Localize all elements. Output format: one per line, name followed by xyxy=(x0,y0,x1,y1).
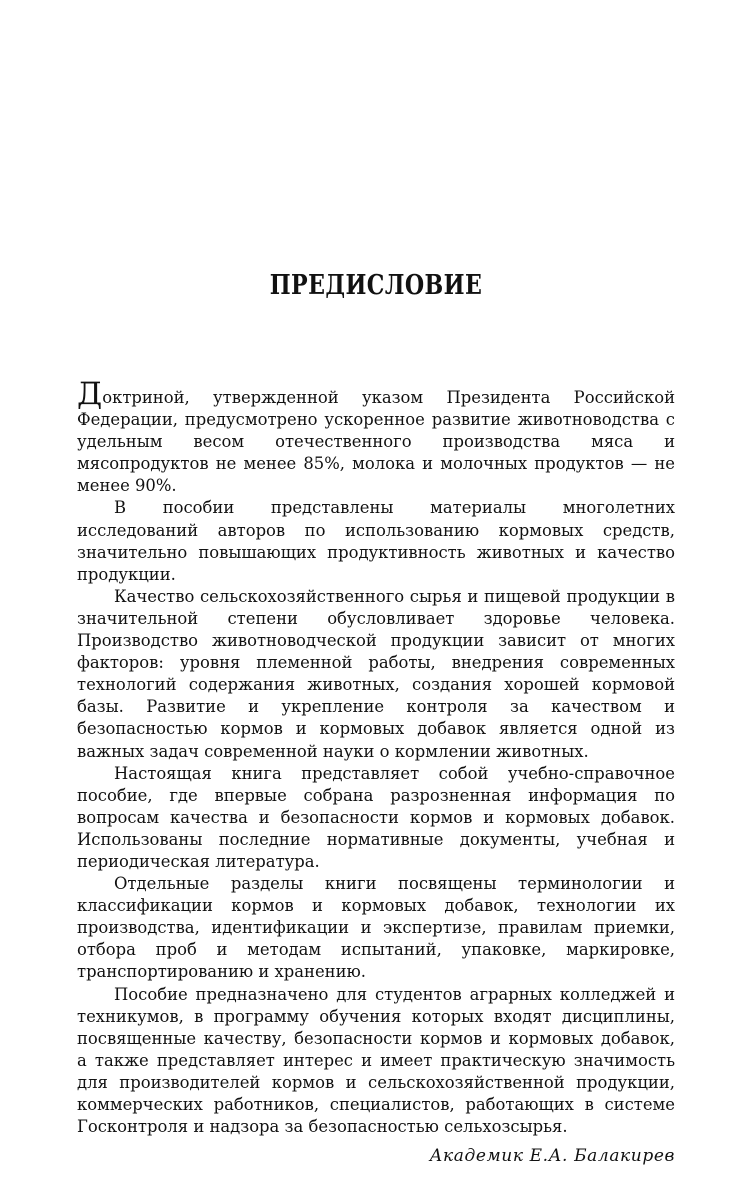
paragraph-1-text: октриной, утвержденной указом Президента Российской Федерации, предусмотрено ускоренное развитие животноводства с удельным весом отечественного производства мяса и мясопродуктов не менее 85%, молока и молочных продуктов — не менее 90%. xyxy=(77,388,675,496)
paragraph-4: Настоящая книга представляет собой учебно-справочное пособие, где впервые собрана разрозненная информация по вопросам качества и безопасности кормов и кормовых добавок. Использованы последние нормативные документы, учебная и периодическая литература. xyxy=(77,763,675,871)
author-signature: Академик Е.А. Балакирев xyxy=(429,1146,675,1167)
paragraph-2: В пособии представлены материалы многолетних исследований авторов по использованию кормовых средств, значительно повышающих продуктивность животных и качество продукции. xyxy=(77,498,675,584)
page-title: ПРЕДИСЛОВИЕ xyxy=(269,270,483,301)
paragraph-5: Отдельные разделы книги посвящены терминологии и классификации кормов и кормовых добавок, технологии их производства, идентификации и экспертизе, правилам приемки, отбора проб и методам испытаний, упаковке, маркировке, транспортированию и хранению. xyxy=(77,874,675,982)
book-page xyxy=(77,0,675,1182)
drop-cap: Д xyxy=(77,376,103,412)
paragraph-3: Качество сельскохозяйственного сырья и пищевой продукции в значительной степени обусловливает здоровье человека. Производство животноводческой продукции зависит от многих факторов: уровня племенной работы, внедрения современных технологий содержания животных, создания хорошей кормовой базы. Развитие и укрепление контроля за качеством и безопасностью кормов и кормовых добавок является одной из важных задач современной науки о кормлении животных. xyxy=(77,586,675,761)
paragraph-1 xyxy=(77,376,675,497)
paragraph-6: Пособие предназначено для студентов аграрных колледжей и техникумов, в программу обучения которых входят дисциплины, посвященные качеству, безопасности кормов и кормовых добавок, а также представляет интерес и имеет практическую значимость для производителей кормов и сельскохозяйственной продукции, коммерческих работников, специалистов, работающих в системе Госконтроля и надзора за безопасностью сельхозсырья. xyxy=(77,984,675,1137)
preface-text xyxy=(77,376,675,1167)
